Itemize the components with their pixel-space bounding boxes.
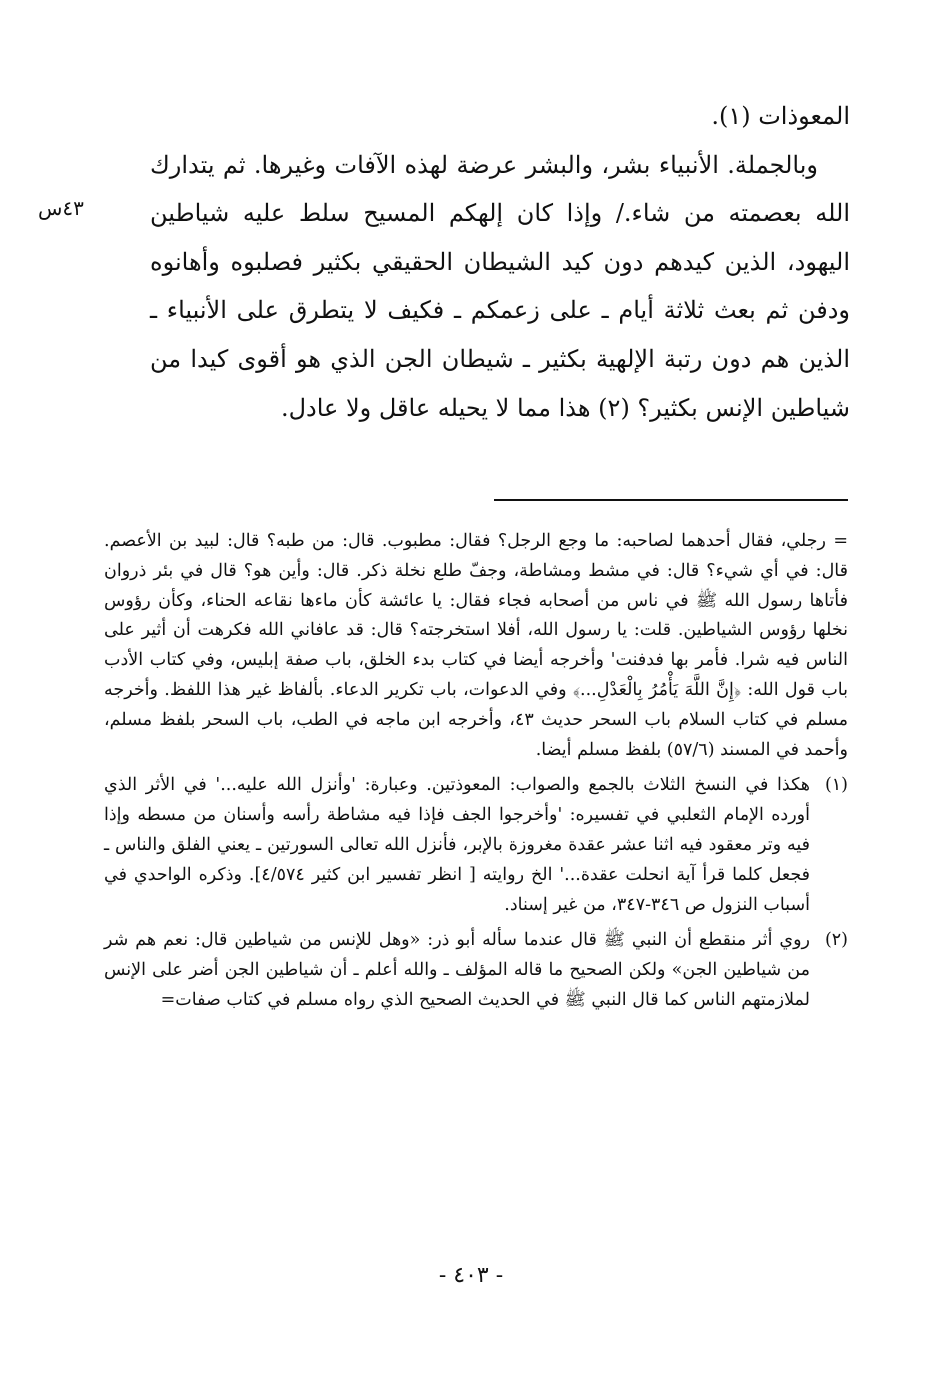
footnote-2 — [104, 926, 848, 1015]
footnote-2-text: روي أثر منقطع أن النبي ﷺ قال عندما سأله أبو ذر: «وهل للإنس من شياطين قال: نعم هم شر من شياطين الجن» ولكن الصحيح ما قاله المؤلف ـ والله أعلم ـ أن شياطين الجن أضر على الإنس لملازمتهم الناس كما قال النبي ﷺ في الحديث الصحيح الذي رواه مسلم في كتاب صفات= — [104, 930, 810, 1010]
footnote-1-text: هكذا في النسخ الثلاث بالجمع والصواب: المعوذتين. وعبارة: 'وأنزل الله عليه...' في الأثر الذي أورده الإمام الثعلبي في تفسيره: 'وأخرجوا الجف فإذا فيه مشاطة رأسه وأسنان من مسطه وإذا فيه وتر معقود فيه اثنا عشر عقدة مغروزة بالإبر، فأنزل الله تعالى السورتين ـ يعني الفلق والناس ـ فجعل كلما قرأ آية انحلت عقدة...' الخ روايته [ انظر تفسير ابن كثير ٤/٥٧٤]. وذكره الواحدي في أسباب النزول ص ٣٤٦-٣٤٧، من غير إسناد. — [104, 775, 811, 915]
footnote-1-number: (١) — [824, 775, 848, 796]
manuscript-folio-marker: ٤٣س — [38, 196, 84, 220]
footnotes-block — [104, 527, 848, 1022]
page-number: - ٤٠٣ - — [438, 1263, 504, 1288]
footnote-continuation: = رجلي، فقال أحدهما لصاحبه: ما وجع الرجل؟ فقال: مطبوب. قال: من طبه؟ قال: لبيد بن الأعصم. قال: في أي شيء؟ قال: في مشط ومشاطة، وجفّ طلع نخلة ذكر. قال: وأين هو؟ قال في بئر ذروان فأتاها رسول الله ﷺ في ناس من أصحابه فجاء فقال: يا عائشة كأن ماءها نقاعه الحناء، وكأن رؤوس نخلها رؤوس الشياطين. قلت: يا رسول الله، أفلا استخرجته؟ قال: قد عافاني الله فكرهت أن أثير على الناس فيه شرا. فأمر بها فدفنت' وأخرجه أيضا في كتاب بدء الخلق، باب صفة إبليس، وفي كتاب الأدب باب قول الله: ﴿إِنَّ اللَّهَ يَأْمُرُ بِالْعَدْلِ...﴾ وفي الدعوات، باب تكرير الدعاء. بألفاظ غير هذا اللفظ. وأخرجه مسلم في كتاب السلام باب السحر حديث ٤٣، وأخرجه ابن ماجه في الطب، باب السحر بلفظ مسلم، وأحمد في المسند (٥٧/٦) بلفظ مسلم أيضا. — [104, 531, 848, 760]
footnote-separator — [494, 499, 848, 501]
footnote-2-number: (٢) — [824, 930, 848, 951]
main-paragraph-1: المعوذات (١). — [711, 102, 850, 130]
footnote-1 — [104, 771, 848, 920]
main-text-block — [150, 92, 850, 432]
main-paragraph-2: وبالجملة. الأنبياء بشر، والبشر عرضة لهذه الآفات وغيرها. ثم يتدارك الله بعصمته من شاء./ وإذا كان إلهكم المسيح سلط عليه شياطين اليهود، الذين كيدهم دون كيد الشيطان الحقيقي بكثير فصلبوه وأهانوه ودفن ثم بعث ثلاثة أيام ـ على زعمكم ـ فكيف لا يتطرق على الأنبياء ـ الذين هم دون رتبة الإلهية بكثير ـ شيطان الجن الذي هو أقوى كيدا من شياطين الإنس بكثير؟ (٢) هذا مما لا يحيله عاقل ولا عادل. — [150, 150, 850, 422]
